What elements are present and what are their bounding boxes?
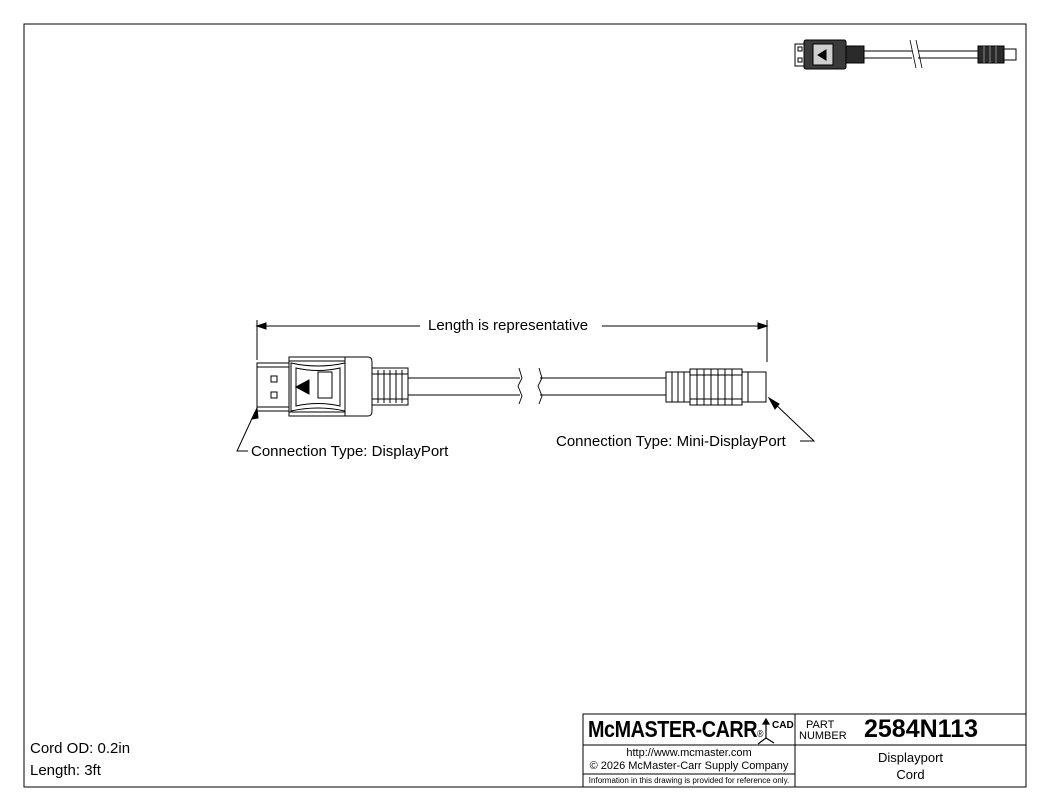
brand-logo bbox=[588, 716, 763, 743]
displayport-connector bbox=[257, 357, 408, 416]
sheet-border bbox=[24, 24, 1026, 787]
description-line2: Cord bbox=[896, 767, 925, 782]
brand-name: McMASTER-CARR bbox=[588, 716, 758, 742]
cad-mark: CAD bbox=[772, 720, 794, 731]
part-label-line1: PART bbox=[806, 719, 835, 731]
left-connection-type-label: Connection Type: DisplayPort bbox=[251, 443, 449, 460]
length-spec: Length: 3ft bbox=[30, 762, 101, 779]
thumbnail-cable-icon bbox=[795, 40, 1016, 69]
copyright-notice: © 2026 McMaster-Carr Supply Company bbox=[589, 760, 789, 772]
length-dimension-label: Length is representative bbox=[428, 317, 589, 334]
description-line1: Displayport bbox=[877, 750, 944, 765]
registered-mark: ® bbox=[757, 729, 764, 740]
part-label-line2: NUMBER bbox=[799, 730, 847, 742]
cord-od-spec: Cord OD: 0.2in bbox=[30, 740, 131, 757]
right-connection-type-label: Connection Type: Mini-DisplayPort bbox=[556, 433, 786, 450]
reference-disclaimer: Information in this drawing is provided for reference only. bbox=[588, 776, 790, 785]
cable bbox=[408, 368, 666, 404]
part-number: 2584N113 bbox=[864, 715, 979, 743]
website-url: http://www.mcmaster.com bbox=[626, 747, 752, 759]
mini-displayport-connector bbox=[666, 369, 766, 405]
